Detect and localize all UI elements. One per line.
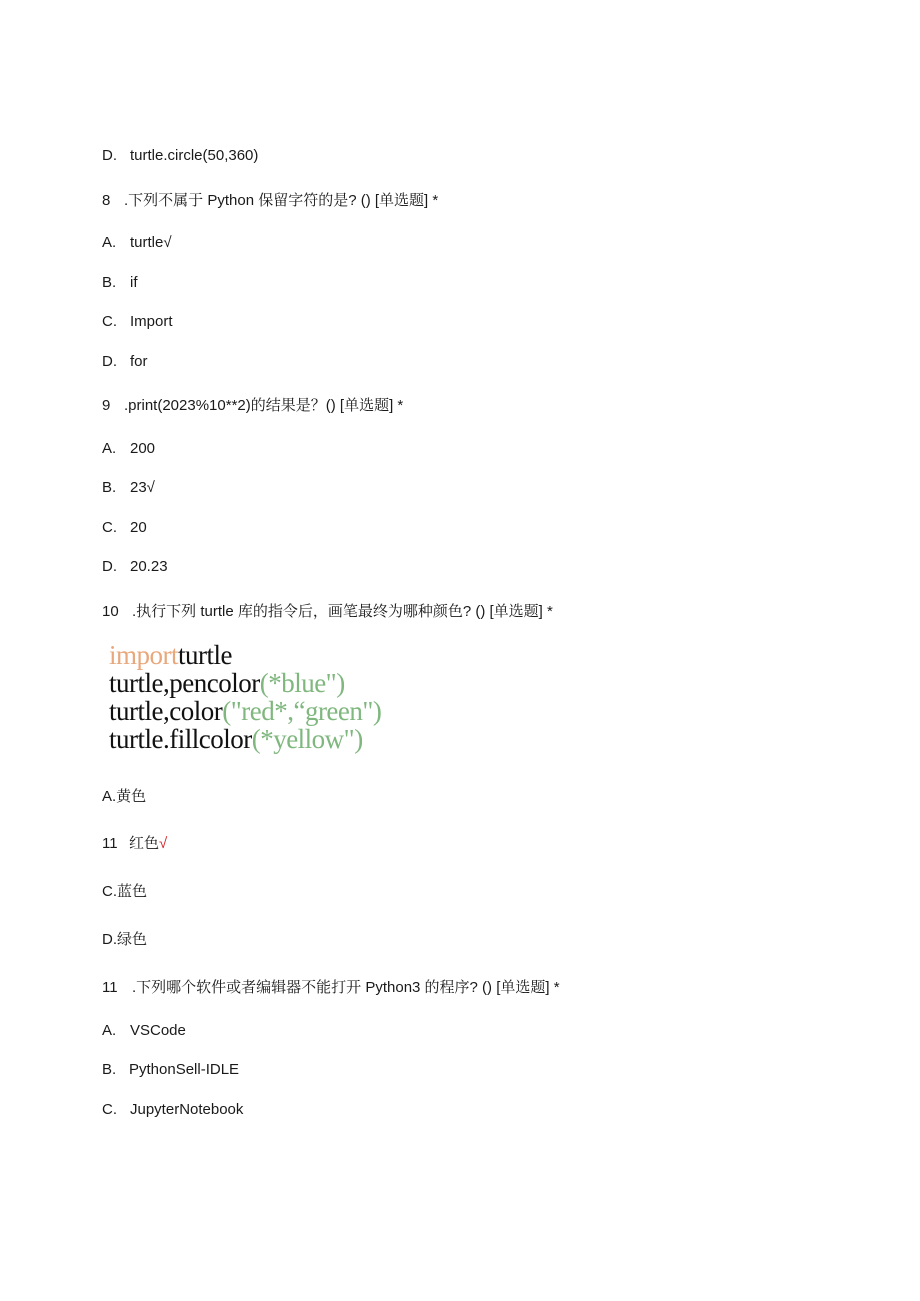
question-number: 8 [102,192,111,209]
question-text: .执行下列 turtle 库的指令后，画笔最终为哪种颜色? () [单选题] * [132,603,553,620]
option-text: VSCode [130,1022,186,1039]
code-text: turtle [178,640,232,670]
code-keyword: import [109,640,178,670]
option-text: PythonSell-IDLE [129,1061,240,1078]
option-label: D. [102,558,117,575]
code-text: turtle,color [109,696,223,726]
q8-option-c[interactable] [102,312,173,332]
option-text: C.蓝色 [102,883,148,900]
option-text: 20.23 [130,558,168,575]
option-text: if [130,274,138,291]
q11-option-c[interactable] [102,1100,243,1120]
question-text: .下列哪个软件或者编辑器不能打开 Python3 的程序? () [单选题] * [132,979,560,996]
q8-option-a[interactable] [102,233,172,253]
code-argument: (*yellow") [251,724,363,754]
option-label: B. [102,479,117,496]
option-text: D.绿色 [102,931,148,948]
q10-option-b[interactable] [102,834,167,854]
option-label: D. [102,147,117,164]
code-line-4 [109,725,381,753]
option-text: 200 [130,440,156,457]
option-text: Import [130,313,173,330]
q9-option-a[interactable] [102,439,155,459]
code-argument: ("red*,“green") [222,696,382,726]
option-label: A. [102,234,117,251]
question-10 [102,602,553,622]
option-text: for [130,353,148,370]
q11-option-b[interactable] [102,1060,239,1080]
option-text: A.黄色 [102,788,147,805]
checkmark-icon: √ [159,835,168,852]
option-text: 23√ [130,479,155,496]
option-text: 20 [130,519,147,536]
question-8 [102,191,438,211]
option-label: B. [102,274,117,291]
q11-option-a[interactable] [102,1021,186,1041]
option-label: 11 [102,835,118,852]
option-label: A. [102,1022,117,1039]
code-argument: (*blue") [259,668,345,698]
option-label: C. [102,1101,117,1118]
question-text: .print(2023%10**2)的结果是？() [单选题] * [124,397,404,414]
q9-option-b[interactable] [102,478,155,498]
option-label: B. [102,1061,117,1078]
option-label: A. [102,440,117,457]
question-9 [102,396,403,416]
question-11 [102,978,560,998]
code-line-2 [109,669,381,697]
q8-option-d[interactable] [102,352,148,372]
q9-option-d[interactable] [102,557,168,577]
option-label: C. [102,313,117,330]
option-text: 红色 [129,835,160,852]
question-number: 9 [102,397,111,414]
q9-option-c[interactable] [102,518,147,538]
code-line-3 [109,697,381,725]
q8-option-b[interactable] [102,273,138,293]
question-number: 10 [102,603,119,620]
code-text: turtle,pencolor [109,668,260,698]
question-text: .下列不属于 Python 保留字符的是? () [单选题] * [124,192,439,209]
option-label: D. [102,353,117,370]
code-line-1 [109,641,381,669]
question-number: 11 [102,979,118,996]
q10-option-c[interactable] [102,882,147,902]
option-text: turtle√ [130,234,172,251]
option-text: JupyterNotebook [130,1101,244,1118]
option-text: turtle.circle(50,360) [130,147,259,164]
q10-option-a[interactable] [102,787,146,807]
q7-option-d[interactable] [102,146,258,166]
option-label: C. [102,519,117,536]
code-snippet [109,641,381,753]
q10-option-d[interactable] [102,930,147,950]
code-text: turtle.fillcolor [109,724,252,754]
